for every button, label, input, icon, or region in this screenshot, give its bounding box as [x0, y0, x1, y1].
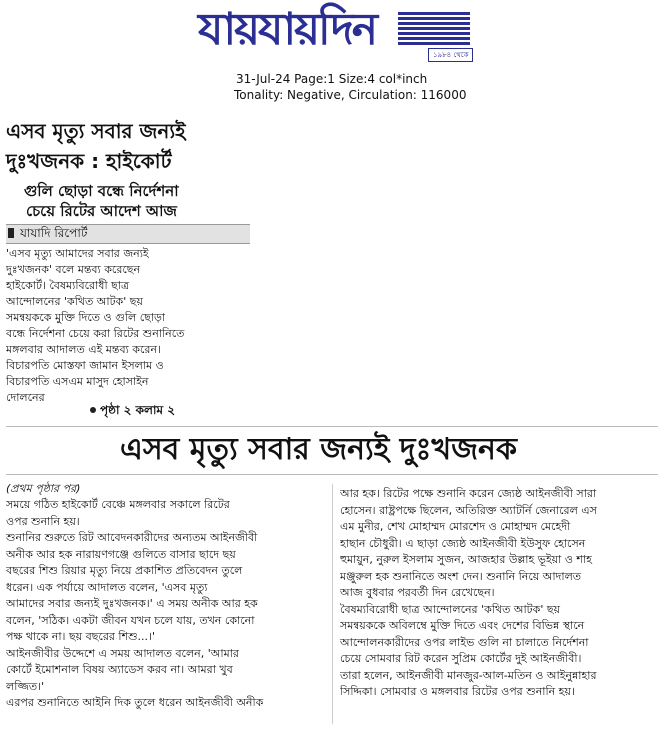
article2-right-line: মঞ্জুরুল হক শুনানিতে অংশ দেন। শুনানি নিয়ে আদালত: [340, 569, 582, 583]
article2-right-line: আন্দোলনকারীদের ওপর লাইভ গুলি না চালাতে নির্দেশনা: [340, 635, 589, 649]
clip-meta-line2: Tonality: Negative, Circulation: 116000: [234, 88, 467, 102]
article1-body-line: দুঃখজনক' বলে মন্তব্য করেছেন: [6, 263, 141, 276]
newspaper-logo: যায়যায়দিন: [198, 4, 377, 55]
article2-left-line: ওপর শুনানি হয়।: [6, 514, 80, 528]
article2-left-line: সময়ে গঠিত হাইকোর্ট বেঞ্চে মঙ্গলবার সকালে রিটের: [6, 498, 230, 511]
article2-right-column: [340, 486, 660, 701]
article1-body-line: বন্ধে নির্দেশনা চেয়ে করা রিটের শুনানিতে: [6, 327, 185, 340]
article1-body-line: মঙ্গলবার আদালত এই মন্তব্য করেন।: [6, 343, 161, 356]
article1-headline-line2: দুঃখজনক : হাইকোর্ট: [6, 149, 172, 173]
logo-tagline: ১৯৮৪ থেকে: [428, 48, 473, 62]
article2-left-line: পক্ষ থাকে না। ছয় বছরের শিশু...।': [6, 630, 156, 643]
article2-right-line: সিদ্দিকা। সোমবার ও মঙ্গলবার রিটের ওপর শুনানি হয়।: [340, 685, 575, 698]
section-divider: [6, 426, 658, 427]
article2-headline: এসব মৃত্যু সবার জন্যই দুঃখজনক: [120, 432, 517, 467]
article2-right-line: হাছান চৌধুরী। এ ছাড়া জ্যেষ্ঠ আইনজীবী ইউসুফ হোসেন: [340, 536, 586, 550]
article2-left-line: আইনজীবীর উদ্দেশে এ সময় আদালত বলেন, 'আমার: [6, 646, 239, 660]
article1-subhead-line1: গুলি ছোড়া বন্ধে নির্দেশনা: [24, 182, 179, 200]
article1-body-line: সমন্বয়ককে মুক্তি দিতে ও গুলি ছোড়া: [6, 311, 166, 324]
article2-right-line: হুমায়ুন, নুরুল ইসলাম সুজন, আজহার উল্লাহ ভূইয়া ও শাহ: [340, 553, 592, 566]
article1-body-line: আন্দোলনের 'কথিত আটক' ছয়: [6, 295, 143, 308]
article2-left-line: ধরেন। এক পর্যায়ে আদালত বলেন, 'এসব মৃত্যু: [6, 580, 208, 594]
article2-right-line: চেয়ে সোমবার রিট করেন সুপ্রিম কোর্টের দুই আইনজীবী।: [340, 652, 582, 665]
article2-left-line: আমাদের সবার জন্যই দুঃখজনক।' এ সময় অনীক আর হক: [6, 597, 258, 610]
article2-from-note: (প্রথম পৃষ্ঠার পর): [6, 482, 81, 495]
article1-body-line: হাইকোর্ট। বৈষম্যবিরোধী ছাত্র: [6, 279, 130, 292]
article1-subhead-line2: চেয়ে রিটের আদেশ আজ: [26, 202, 177, 220]
logo-stripes-decoration: [398, 12, 470, 48]
article2-left-column: [6, 497, 326, 712]
clip-meta-line1: 31-Jul-24 Page:1 Size:4 col*inch: [236, 72, 428, 86]
article2-left-line: শুনানির শুরুতে রিট আবেদনকারীদের অন্যতম আইনজীবী: [6, 531, 258, 544]
article1-body-line: 'এসব মৃত্যু আমাদের সবার জন্যই: [6, 247, 149, 260]
article1-byline: যাযাদি রিপোর্ট: [20, 226, 88, 240]
byline-marker-icon: [8, 228, 14, 238]
continued-bullet-icon: [90, 407, 96, 413]
article1-body-line: বিচারপতি মোস্তফা জামান ইসলাম ও: [6, 359, 164, 372]
article2-right-line: হোসেন। রাষ্ট্রপক্ষে ছিলেন, অতিরিক্ত অ্যাটর্নি জেনারেল এস: [340, 503, 597, 517]
article2-left-line: এরপর শুনানিতে আইনি দিক তুলে ধরেন আইনজীবী অনীক: [6, 696, 264, 709]
article2-right-line: এম মুনীর, শেখ মোহাম্মদ মোরশেদ ও মোহাম্মদ মেহেদী: [340, 520, 571, 533]
article2-right-line: বৈষম্যবিরোধী ছাত্র আন্দোলনের 'কথিত আটক' ছয়: [340, 602, 561, 616]
article1-body-line: বিচারপতি এসএম মাসুদ হোসাইন: [6, 375, 149, 388]
article2-left-line: বছরের শিশু রিয়ার মৃত্যু নিয়ে প্রকাশিত প্রতিবেদন তুলে: [6, 564, 243, 577]
article1-body: [6, 246, 214, 406]
article2-right-line: সমন্বয়ককে অবিলম্বে মুক্তি দিতে এবং দেশের বিভিন্ন স্থানে: [340, 619, 585, 632]
article2-right-line: আর হক। রিটের পক্ষে শুনানি করেন জ্যেষ্ঠ আইনজীবী সারা: [340, 487, 597, 500]
article1-continued-note: পৃষ্ঠা ২ কলাম ২: [100, 403, 176, 417]
article2-left-line: অনীক আর হক নারায়ণগঞ্জে গুলিতে বাসার ছাদে ছয়: [6, 547, 236, 561]
article1-headline-line1: এসব মৃত্যু সবার জন্যই: [6, 119, 186, 143]
article2-left-line: লজ্জিত।': [6, 679, 45, 693]
article2-right-line: তারা হলেন, আইনজীবী মানজুর-আল-মতিন ও আইনুন্নাহার: [340, 668, 597, 682]
article2-left-line: কোর্টে ইমোশনাল বিষয় অ্যাডেস করব না। আমরা খুব: [6, 663, 233, 676]
column-rule: [332, 484, 333, 724]
article1-body-line: দোলনের: [6, 391, 45, 404]
article2-right-line: আজ বুধবার পরবর্তী দিন রেখেছেন।: [340, 586, 495, 599]
headline-divider: [6, 474, 658, 475]
article2-left-line: বলেন, 'সঠিক। একটা জীবন যখন চলে যায়, তখন কোনো: [6, 613, 255, 627]
